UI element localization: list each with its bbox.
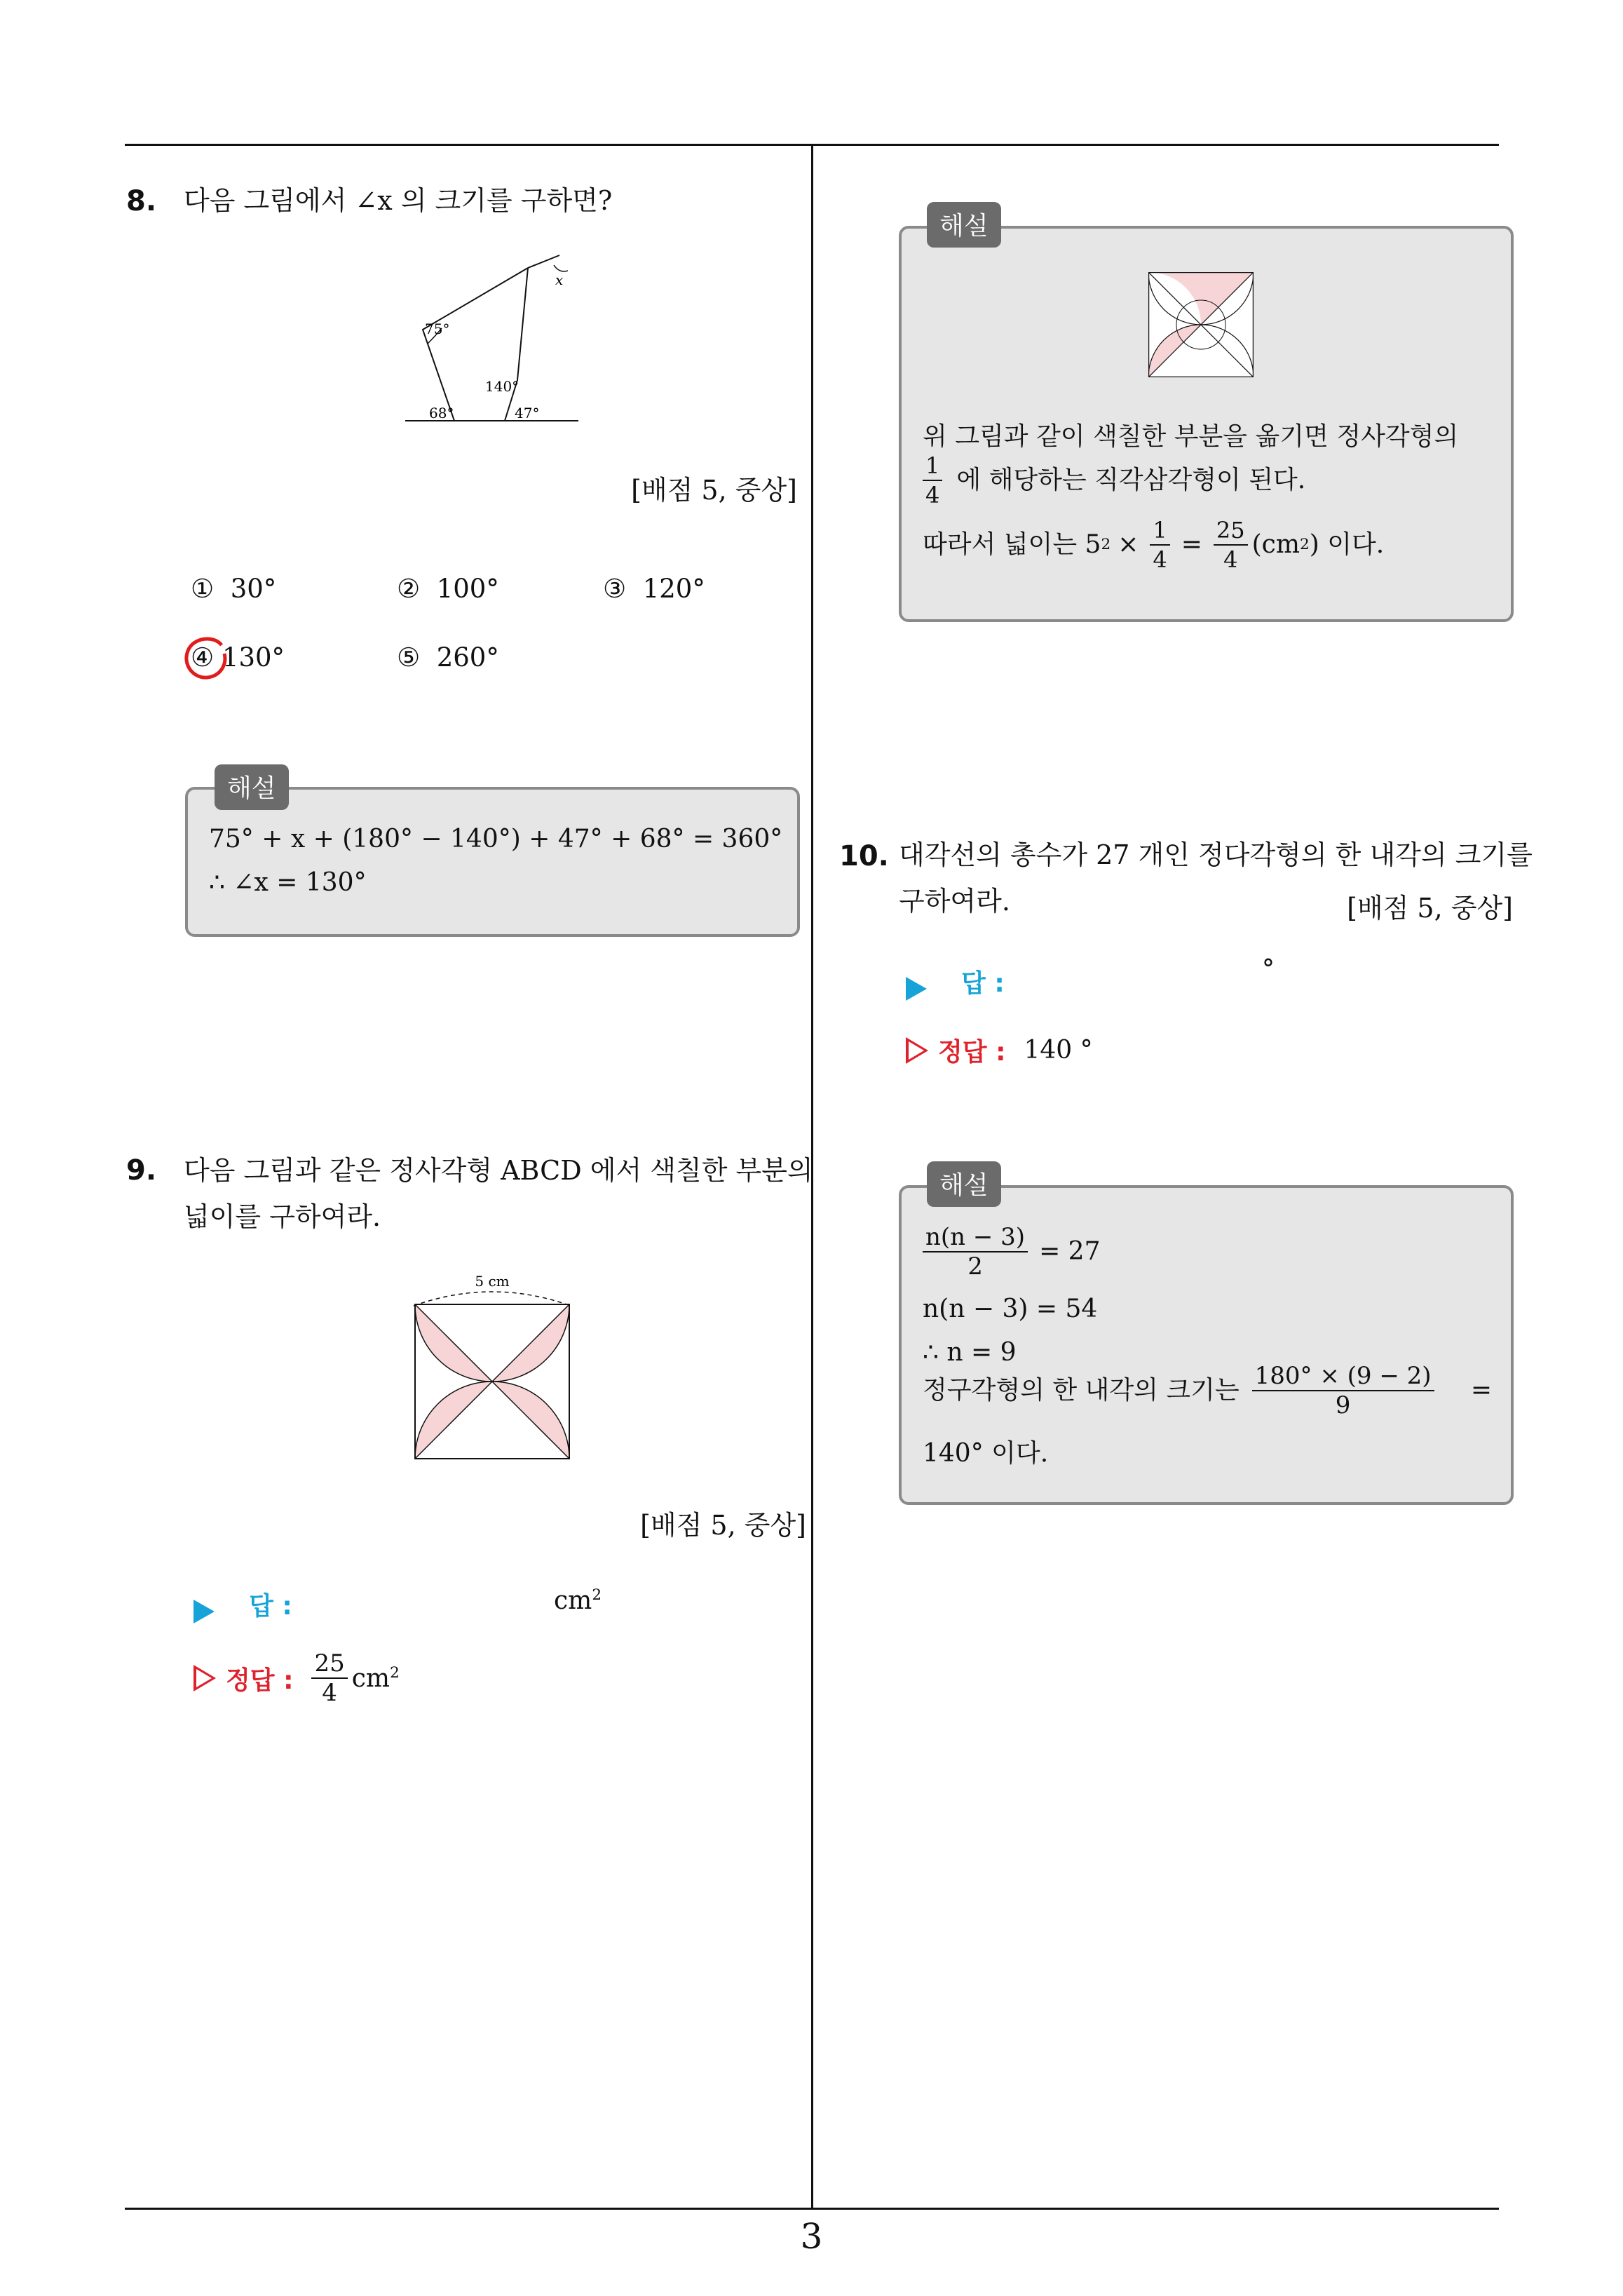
question-9-score: [배점 5, 중상] xyxy=(640,1510,806,1541)
question-10-score: [배점 5, 중상] xyxy=(1347,893,1513,924)
q10-solution-tag: 해설 xyxy=(927,1161,1001,1207)
question-9-solution-box xyxy=(899,226,1514,622)
correct-arrow-icon xyxy=(906,1037,928,1064)
question-8-score: [배점 5, 중상] xyxy=(631,475,797,506)
q10-solution-line-5: 140° 이다. xyxy=(923,1439,1049,1468)
correct-arrow-icon xyxy=(193,1665,216,1691)
question-8-number: 8. xyxy=(126,185,157,217)
choice-5[interactable]: ⑤ 260° xyxy=(397,642,499,673)
q10-answer-input[interactable] xyxy=(1010,959,1255,994)
q9-correct-label: 정답 : xyxy=(226,1666,294,1695)
label-x: x xyxy=(555,271,564,288)
q9-answer-row xyxy=(193,1586,292,1623)
question-9-text-line-2: 넓이를 구하여라. xyxy=(184,1201,381,1232)
question-10-text-line-2: 구하여라. xyxy=(899,886,1010,917)
page-number: 3 xyxy=(800,2216,823,2257)
question-10-solution-box xyxy=(899,1185,1514,1505)
question-9-text-line-1: 다음 그림과 같은 정사각형 ABCD 에서 색칠한 부분의 xyxy=(184,1155,813,1186)
label-5cm: 5 cm xyxy=(475,1273,510,1290)
q9-solution-figure xyxy=(1148,272,1254,377)
q9-correct-row xyxy=(193,1649,400,1707)
q10-solution-line-2: n(n − 3) = 54 xyxy=(923,1295,1098,1323)
q10-correct-value: 140 ° xyxy=(1024,1036,1093,1065)
label-75: 75° xyxy=(425,320,450,337)
label-47: 47° xyxy=(515,405,540,421)
q9-solution-line-3: 따라서 넓이는 5 2 × $\frac{1}{4}$ = $\frac{25}{4}$ (cm 2 ) 이다. xyxy=(923,517,1385,573)
answer-arrow-icon xyxy=(193,1600,215,1623)
choice-2[interactable]: ② 100° xyxy=(397,574,499,604)
q10-answer-row xyxy=(906,964,1005,1001)
q10-correct-row xyxy=(906,1032,1093,1068)
q9-solution-tag: 해설 xyxy=(927,202,1001,248)
choice-1[interactable]: ① 30° xyxy=(191,574,277,604)
question-9-number: 9. xyxy=(126,1154,157,1187)
label-140: 140° xyxy=(485,378,520,395)
q9-answer-label: 답 : xyxy=(249,1592,292,1621)
q9-answer-unit: $cm^2$ xyxy=(554,1586,602,1615)
question-9-figure xyxy=(408,1262,576,1466)
q8-solution-line-1: 75° + x + (180° − 140°) + 47° + 68° = 360° xyxy=(209,825,783,853)
q10-answer-label: 답 : xyxy=(961,969,1005,998)
q9-solution-fraction: $\frac{1}{4}$ xyxy=(923,452,942,509)
q9-correct-unit: $cm^2$ xyxy=(351,1663,400,1693)
q10-solution-line-4: 정구각형의 한 내각의 크기는 $\frac{180^\circ \times (9 - 2)}{9}$ = xyxy=(923,1362,1492,1419)
q10-correct-label: 정답 : xyxy=(938,1038,1006,1067)
q9-solution-line-1: 위 그림과 같이 색칠한 부분을 옮기면 정사각형의 xyxy=(923,422,1459,451)
q8-solution-line-2: ∴ ∠x = 130° xyxy=(209,868,367,897)
selected-answer-circle xyxy=(181,633,231,683)
q9-answer-input[interactable] xyxy=(294,1582,582,1617)
q10-solution-line-1: $\frac{n(n - 3)}{2}$ = 27 xyxy=(923,1223,1100,1281)
choice-3[interactable]: ③ 120° xyxy=(603,574,705,604)
q8-solution-tag: 해설 xyxy=(215,764,289,810)
question-10-text-line-1: 대각선의 총수가 27 개인 정다각형의 한 내각의 크기를 xyxy=(899,839,1533,870)
answer-arrow-icon xyxy=(906,977,927,1001)
q9-correct-fraction: $\frac{25}{4}$ xyxy=(311,1649,347,1707)
question-10-number: 10. xyxy=(839,840,889,872)
label-68: 68° xyxy=(429,405,454,421)
question-8-text: 다음 그림에서 ∠x 의 크기를 구하면? xyxy=(184,185,613,216)
q10-answer-unit: ° xyxy=(1262,955,1275,984)
q10-solution-line-3: ∴ n = 9 xyxy=(923,1338,1017,1367)
choice-4[interactable]: ④ 130° xyxy=(191,642,285,673)
question-8-figure xyxy=(400,245,582,428)
bottom-rule xyxy=(125,2208,1499,2210)
q9-solution-line-2: $\frac{1}{4}$ 에 해당하는 직각삼각형이 된다. xyxy=(923,452,1305,509)
